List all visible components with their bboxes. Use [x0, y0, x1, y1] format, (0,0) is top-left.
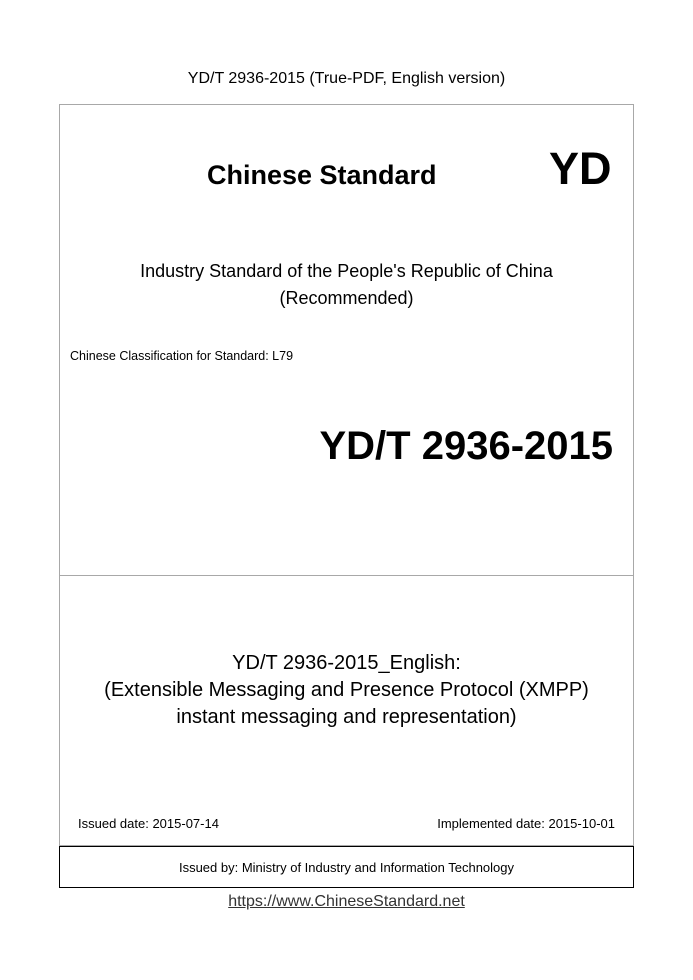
- chinese-standard-heading: Chinese Standard: [207, 160, 437, 190]
- industry-standard-block: [59, 258, 634, 312]
- document-header: YD/T 2936-2015 (True-PDF, English version): [187, 70, 506, 87]
- cover-divider: [59, 575, 634, 576]
- standard-number: YD/T 2936-2015: [319, 424, 613, 468]
- standard-code: YD: [549, 143, 612, 194]
- issued-by-box: [59, 846, 634, 888]
- title-line: (Extensible Messaging and Presence Protocol (XMPP): [104, 679, 589, 701]
- industry-standard-line: Industry Standard of the People's Republic of China: [140, 261, 553, 281]
- cover-frame: [59, 104, 634, 846]
- document-title: [59, 650, 634, 731]
- title-line: YD/T 2936-2015_English:: [232, 652, 461, 674]
- issued-by-text: Issued by: Ministry of Industry and Information Technology: [178, 859, 515, 875]
- website-link[interactable]: https://www.ChineseStandard.net: [228, 893, 465, 910]
- classification-text: Chinese Classification for Standard: L79: [70, 349, 294, 363]
- implemented-date: Implemented date: 2015-10-01: [437, 816, 615, 831]
- issued-date: Issued date: 2015-07-14: [78, 816, 219, 831]
- recommended-line: (Recommended): [279, 288, 414, 308]
- title-line: instant messaging and representation): [176, 706, 517, 728]
